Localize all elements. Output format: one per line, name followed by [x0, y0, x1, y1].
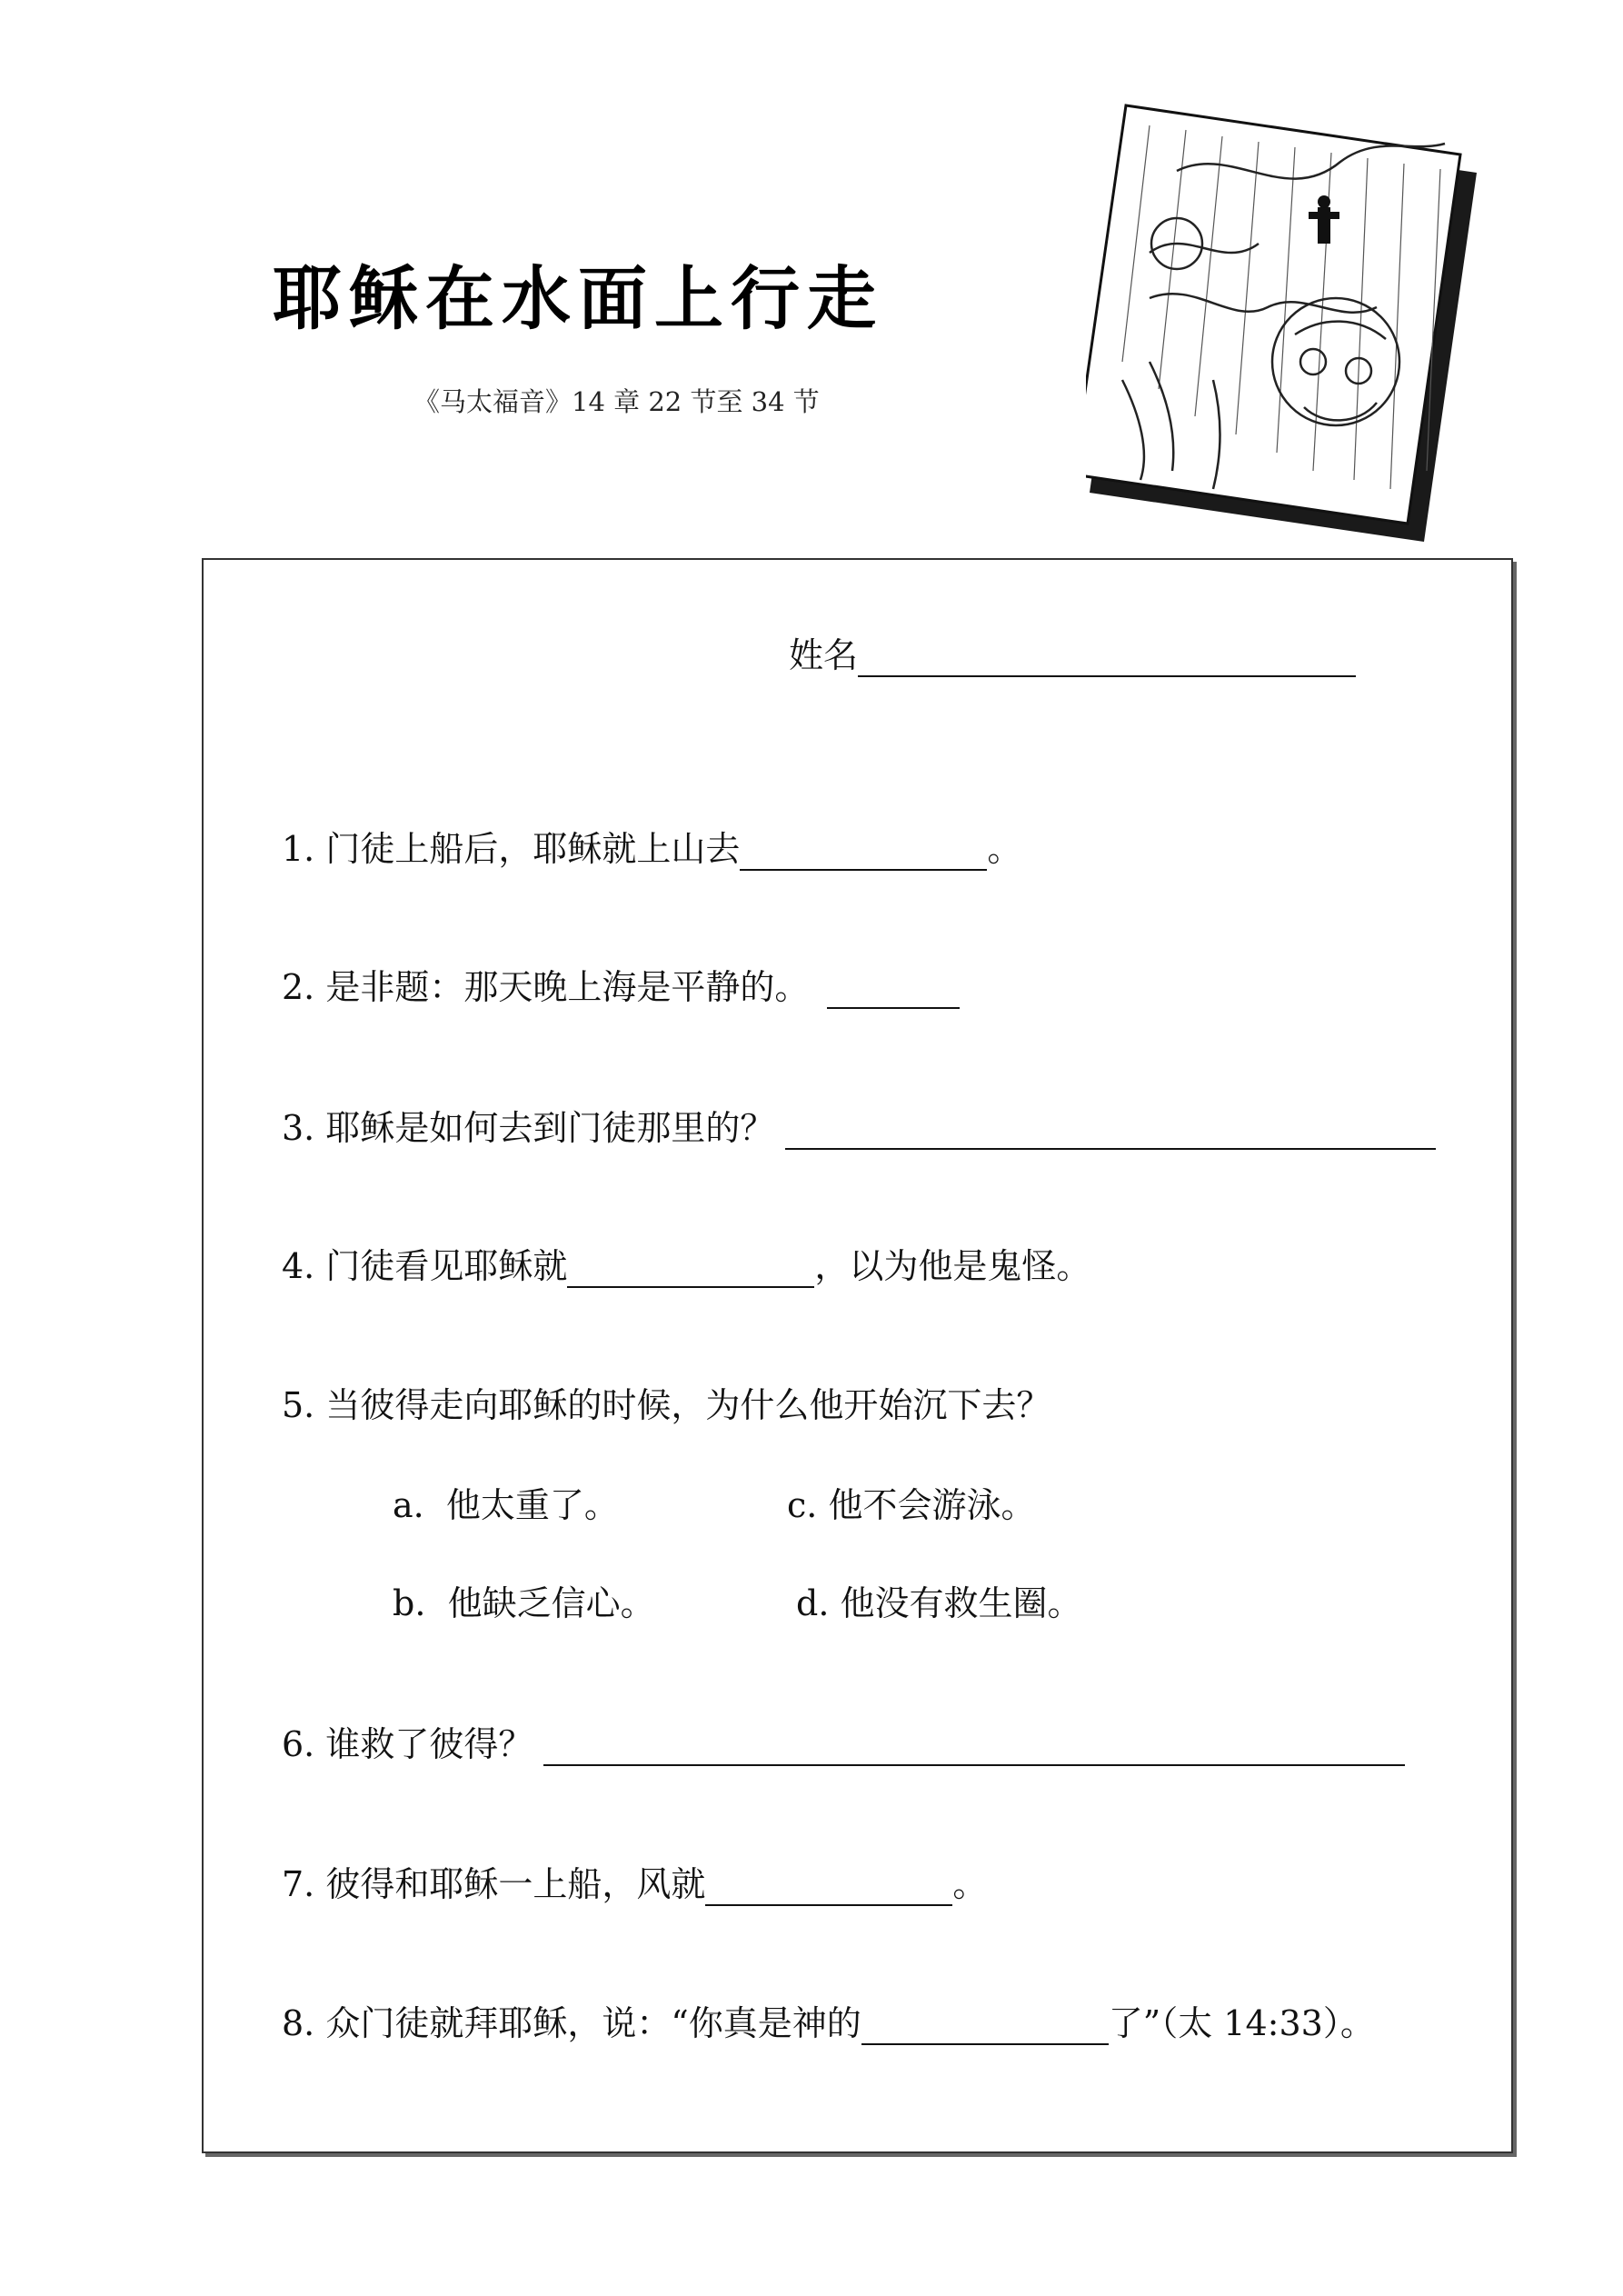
question-text-after: 。 [952, 1864, 988, 1904]
question-5 [282, 1377, 1050, 1427]
question-text: 彼得和耶稣一上船，风就 [325, 1864, 706, 1904]
question-1 [282, 821, 1021, 871]
question-6 [282, 1716, 1405, 1766]
answer-blank-6[interactable] [543, 1728, 1405, 1766]
answer-blank-1[interactable] [740, 833, 987, 871]
option-letter: a. [393, 1485, 424, 1525]
question-3 [282, 1100, 1436, 1150]
option-text: 他没有救生圈。 [840, 1583, 1082, 1623]
answer-blank-8[interactable] [861, 2007, 1109, 2045]
option-b[interactable] [393, 1575, 655, 1625]
question-text: 众门徒就拜耶稣，说：“你真是神的 [325, 2003, 861, 2043]
storm-boat-illustration [1086, 89, 1477, 544]
answer-blank-3[interactable] [785, 1112, 1436, 1150]
question-number: 5. [282, 1385, 315, 1425]
question-number: 4. [282, 1246, 315, 1286]
option-text: 他太重了。 [445, 1485, 619, 1525]
name-row [789, 627, 1356, 677]
option-d[interactable] [796, 1575, 1082, 1625]
answer-blank-4[interactable] [567, 1250, 814, 1288]
question-text: 谁救了彼得？ [325, 1724, 533, 1764]
option-letter: c. [787, 1485, 818, 1525]
worksheet-box [202, 558, 1513, 2153]
question-number: 7. [282, 1864, 315, 1904]
option-c[interactable] [787, 1477, 1035, 1527]
option-letter: b. [393, 1583, 426, 1623]
option-text: 他缺乏信心。 [447, 1583, 655, 1623]
question-number: 1. [282, 829, 315, 869]
question-number: 3. [282, 1108, 315, 1148]
name-input[interactable] [858, 639, 1356, 677]
question-2 [282, 959, 960, 1009]
question-7 [282, 1856, 987, 1906]
question-text: 门徒上船后，耶稣就上山去 [325, 829, 741, 869]
question-number: 2. [282, 967, 315, 1007]
question-text: 门徒看见耶稣就 [325, 1246, 568, 1286]
question-number: 8. [282, 2003, 315, 2043]
answer-blank-2[interactable] [827, 971, 960, 1009]
question-number: 6. [282, 1724, 315, 1764]
scripture-reference: 《马太福音》14 章 22 节至 34 节 [413, 386, 820, 417]
option-letter: d. [796, 1583, 830, 1623]
option-a[interactable] [393, 1477, 619, 1527]
answer-blank-7[interactable] [705, 1868, 952, 1906]
question-text-after: 。 [987, 829, 1022, 869]
question-text: 当彼得走向耶稣的时候，为什么他开始沉下去？ [325, 1385, 1051, 1425]
question-text: 是非题：那天晚上海是平静的。 [325, 967, 810, 1007]
question-text-after: ，以为他是鬼怪。 [814, 1246, 1091, 1286]
question-8 [282, 1995, 1375, 2045]
page-title: 耶稣在水面上行走 [273, 258, 883, 339]
name-label: 姓名 [789, 635, 859, 675]
option-text: 他不会游泳。 [828, 1485, 1036, 1525]
question-text-after: 了”（太 14:33）。 [1108, 2003, 1375, 2043]
question-4 [282, 1238, 1090, 1288]
question-text: 耶稣是如何去到门徒那里的？ [325, 1108, 775, 1148]
